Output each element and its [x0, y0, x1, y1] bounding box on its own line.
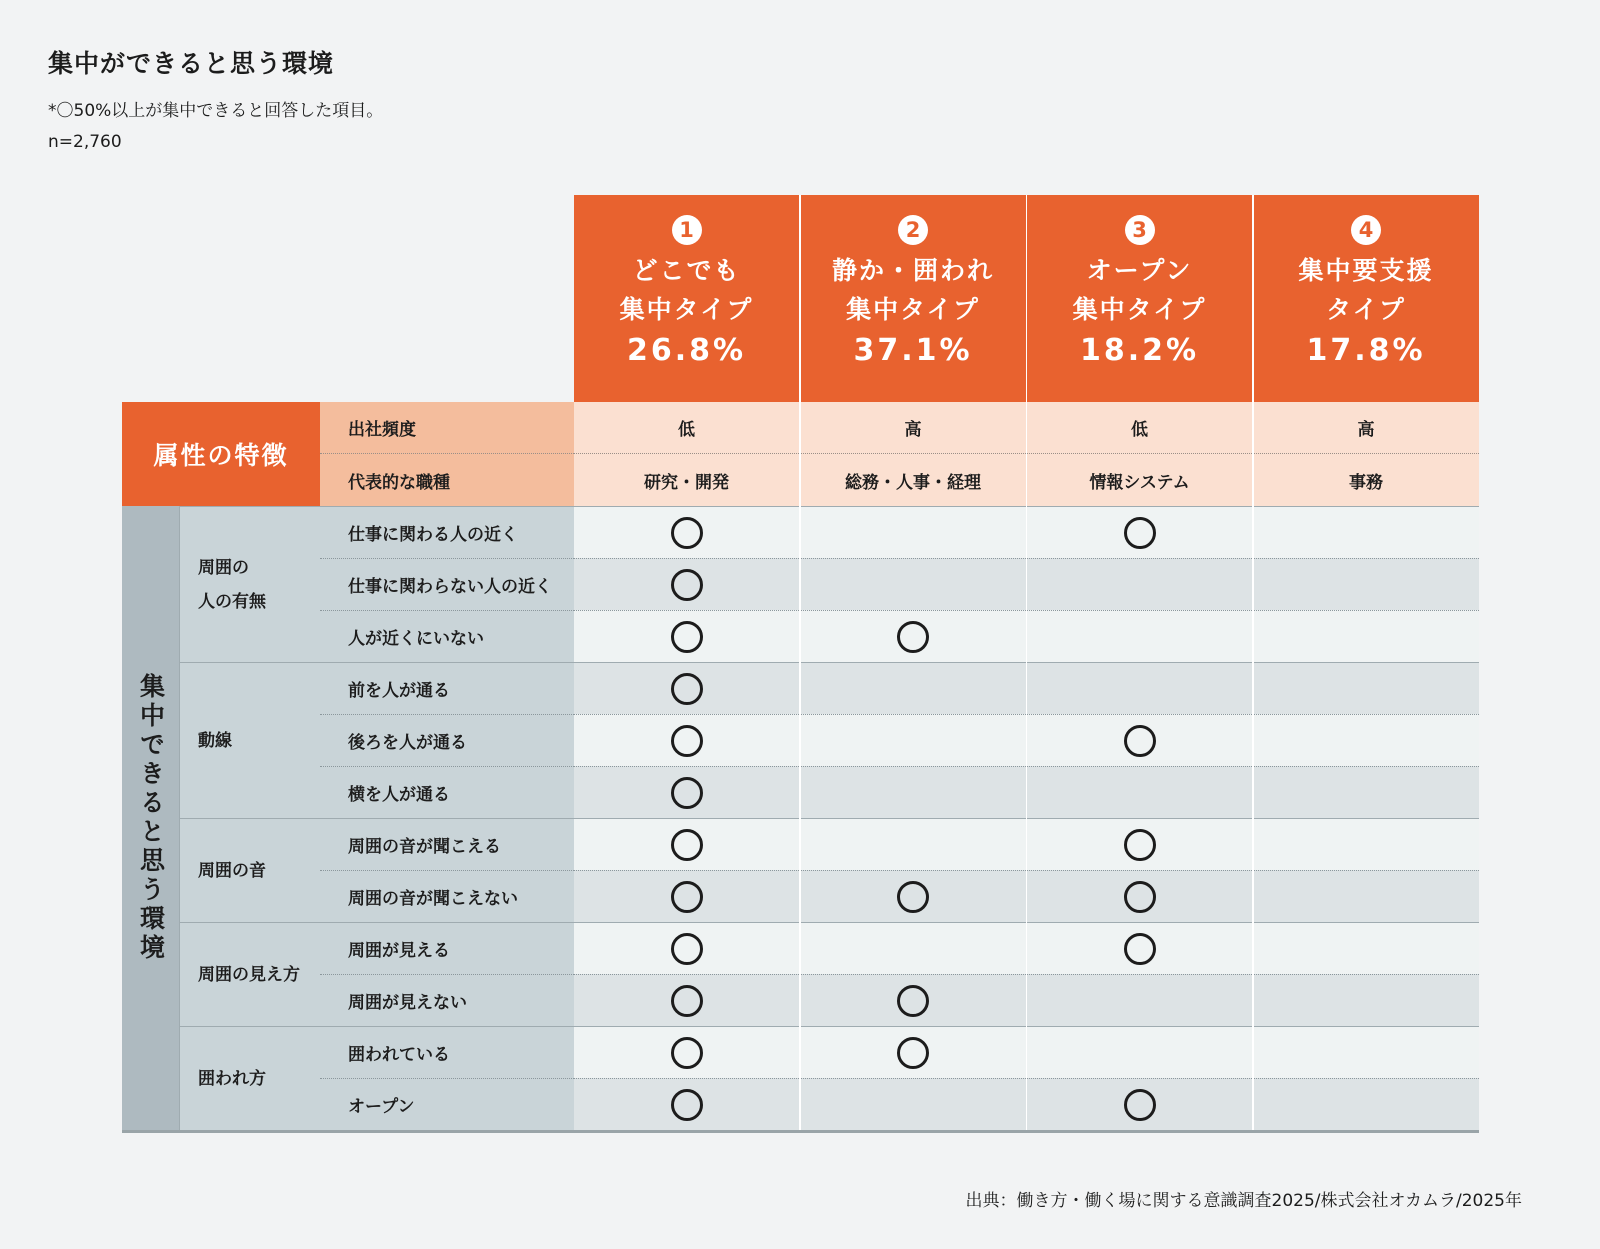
matrix-cell: [1254, 922, 1479, 974]
circle-mark: [1124, 933, 1156, 965]
type-percentage: 37.1%: [853, 333, 973, 368]
environment-group-label: 周囲の 人の有無: [179, 506, 320, 662]
matrix-cell: [1027, 714, 1252, 766]
matrix-cell: [1027, 506, 1252, 558]
type-name: 集中要支援 タイプ: [1298, 256, 1434, 324]
environment-item-label: 前を人が通る: [320, 662, 574, 714]
matrix-cell: [1254, 558, 1479, 610]
matrix-cell: [1027, 662, 1252, 714]
type-number-badge: 3: [1125, 215, 1155, 245]
type-name: どこでも 集中タイプ: [619, 256, 754, 324]
circle-mark: [1124, 517, 1156, 549]
attribute-value: 研究・開発: [574, 454, 799, 506]
matrix-cell: [574, 506, 799, 558]
type-percentage: 26.8%: [626, 333, 747, 368]
type-number-badge: 1: [672, 215, 702, 245]
matrix-cell: [1254, 714, 1479, 766]
matrix-cell: [801, 1026, 1026, 1078]
matrix-cell: [574, 662, 799, 714]
circle-mark: [671, 829, 703, 861]
circle-mark: [671, 777, 703, 809]
matrix-cell: [801, 818, 1026, 870]
environment-group-label: 動線: [179, 662, 320, 818]
circle-mark: [1124, 1089, 1156, 1121]
attribute-value: 高: [801, 402, 1026, 454]
matrix-cell: [574, 558, 799, 610]
environment-item-label: 後ろを人が通る: [320, 714, 574, 766]
attribute-row-label: 出社頻度: [320, 402, 574, 454]
matrix-cell: [1027, 766, 1252, 818]
circle-mark: [671, 569, 703, 601]
type-header-3: [1027, 195, 1252, 402]
matrix-cell: [801, 974, 1026, 1026]
attribute-value: 事務: [1254, 454, 1479, 506]
source-citation: 出典：働き方・働く場に関する意識調査2025/株式会社オカムラ/2025年: [965, 1191, 1522, 1211]
matrix-cell: [1254, 1078, 1479, 1130]
matrix-cell: [1027, 974, 1252, 1026]
environment-group-label: 周囲の見え方: [179, 922, 320, 1026]
environment-item-label: 周囲が見えない: [320, 974, 574, 1026]
attribute-row-label: 代表的な職種: [320, 454, 574, 506]
circle-mark: [897, 621, 929, 653]
circle-mark: [671, 517, 703, 549]
type-number-badge: 4: [1351, 215, 1381, 245]
matrix-cell: [1254, 818, 1479, 870]
circle-mark: [1124, 881, 1156, 913]
matrix-cell: [574, 1078, 799, 1130]
column-divider: [1026, 195, 1028, 1130]
type-number-badge: 2: [898, 215, 928, 245]
type-name: 静か・囲われ 集中タイプ: [831, 256, 994, 324]
circle-mark: [671, 1037, 703, 1069]
matrix-cell: [801, 558, 1026, 610]
circle-mark: [671, 1089, 703, 1121]
attribute-value: 低: [1027, 402, 1252, 454]
matrix-cell: [801, 922, 1026, 974]
circle-mark: [671, 985, 703, 1017]
environment-item-label: 横を人が通る: [320, 766, 574, 818]
environment-section-label: 集中できると思う環境: [122, 506, 179, 1130]
matrix-cell: [1254, 610, 1479, 662]
environment-item-label: 周囲の音が聞こえない: [320, 870, 574, 922]
column-divider: [799, 195, 801, 1130]
matrix-cell: [801, 1078, 1026, 1130]
circle-mark: [671, 725, 703, 757]
environment-item-label: 人が近くにいない: [320, 610, 574, 662]
column-divider: [1252, 195, 1254, 1130]
footnote: *〇50%以上が集中できると回答した項目。: [48, 101, 384, 121]
matrix-cell: [801, 662, 1026, 714]
matrix-cell: [574, 766, 799, 818]
attribute-value: 情報システム: [1027, 454, 1252, 506]
page-title: 集中ができると思う環境: [48, 49, 335, 78]
type-percentage: 17.8%: [1306, 333, 1426, 368]
matrix-cell: [1027, 870, 1252, 922]
circle-mark: [897, 1037, 929, 1069]
matrix-cell: [801, 766, 1026, 818]
environment-item-label: 仕事に関わらない人の近く: [320, 558, 574, 610]
matrix-cell: [801, 610, 1026, 662]
circle-mark: [671, 881, 703, 913]
matrix-cell: [1254, 870, 1479, 922]
matrix-cell: [1254, 506, 1479, 558]
matrix-cell: [1027, 1078, 1252, 1130]
matrix-cell: [574, 870, 799, 922]
attribute-value: 高: [1254, 402, 1479, 454]
attribute-value: 低: [574, 402, 799, 454]
matrix-cell: [574, 922, 799, 974]
environment-item-label: 周囲の音が聞こえる: [320, 818, 574, 870]
type-header-1: [574, 195, 799, 402]
environment-item-label: 周囲が見える: [320, 922, 574, 974]
attribute-value: 総務・人事・経理: [801, 454, 1026, 506]
environment-group-label: 周囲の音: [179, 818, 320, 922]
matrix-cell: [801, 714, 1026, 766]
matrix-cell: [801, 506, 1026, 558]
matrix-cell: [574, 974, 799, 1026]
matrix-cell: [1254, 1026, 1479, 1078]
type-percentage: 18.2%: [1079, 333, 1200, 368]
matrix-cell: [1254, 662, 1479, 714]
type-header-2: [801, 195, 1026, 402]
sample-size: n=2,760: [48, 132, 122, 152]
matrix-cell: [1027, 558, 1252, 610]
matrix-cell: [574, 714, 799, 766]
circle-mark: [897, 985, 929, 1017]
circle-mark: [1124, 725, 1156, 757]
matrix-cell: [1027, 610, 1252, 662]
circle-mark: [671, 621, 703, 653]
matrix-cell: [801, 870, 1026, 922]
matrix-cell: [1254, 974, 1479, 1026]
matrix-cell: [1254, 766, 1479, 818]
circle-mark: [1124, 829, 1156, 861]
circle-mark: [671, 673, 703, 705]
type-header-4: [1254, 195, 1479, 402]
matrix-cell: [1027, 922, 1252, 974]
circle-mark: [671, 933, 703, 965]
type-name: オープン 集中タイプ: [1072, 256, 1207, 324]
matrix-cell: [574, 610, 799, 662]
environment-item-label: 囲われている: [320, 1026, 574, 1078]
matrix-cell: [1027, 1026, 1252, 1078]
table-bottom-rule: [122, 1130, 1479, 1133]
matrix-cell: [1027, 818, 1252, 870]
matrix-cell: [574, 1026, 799, 1078]
matrix-cell: [574, 818, 799, 870]
environment-group-label: 囲われ方: [179, 1026, 320, 1130]
environment-item-label: 仕事に関わる人の近く: [320, 506, 574, 558]
environment-item-label: オープン: [320, 1078, 574, 1130]
attribute-section-label: 属性の特徴: [122, 402, 320, 506]
circle-mark: [897, 881, 929, 913]
